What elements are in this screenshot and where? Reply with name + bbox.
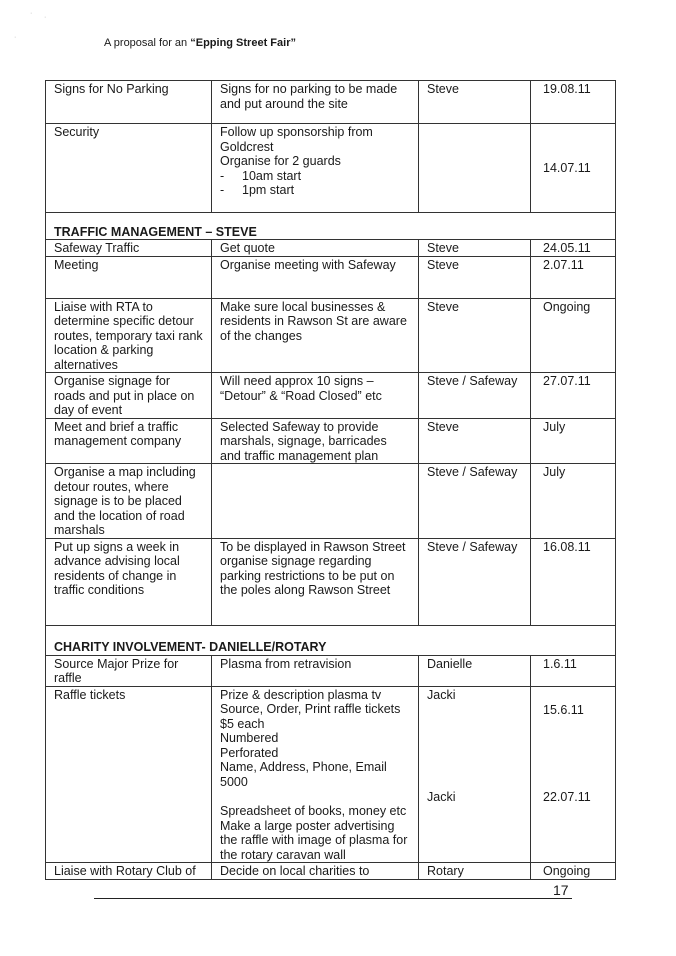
date-cell: 19.08.11 bbox=[531, 81, 616, 124]
table-row bbox=[46, 863, 616, 880]
date-cell: 24.05.11 bbox=[531, 240, 616, 257]
who-cell: Steve / Safeway bbox=[419, 373, 531, 419]
date-text: 22.07.11 bbox=[543, 790, 591, 804]
action-text: Prize & description plasma tv Source, Order, Print raffle tickets $5 each Numbered Perforated Name, Address, Phone, Email 5000 bbox=[220, 687, 401, 789]
section-heading-row bbox=[46, 625, 616, 655]
table-row bbox=[46, 538, 616, 625]
action-cell: Selected Safeway to provide marshals, signage, barricades and traffic management plan bbox=[212, 418, 419, 464]
date-cell: 2.07.11 bbox=[531, 256, 616, 298]
task-cell: Meeting bbox=[46, 256, 212, 298]
task-table bbox=[45, 80, 616, 880]
who-cell: Steve bbox=[419, 240, 531, 257]
action-cell: To be displayed in Rawson Street organise signage regarding parking restrictions to be put on the poles along Rawson Street bbox=[212, 538, 419, 625]
who-text: Jacki bbox=[427, 790, 456, 804]
action-cell: Signs for no parking to be made and put around the site bbox=[212, 81, 419, 124]
task-cell: Liaise with Rotary Club of bbox=[46, 863, 212, 880]
section-heading-row bbox=[46, 213, 616, 240]
who-cell bbox=[419, 686, 531, 863]
task-cell: Safeway Traffic bbox=[46, 240, 212, 257]
list-item-text: 10am start bbox=[242, 168, 302, 183]
who-cell: Steve bbox=[419, 81, 531, 124]
action-cell: Decide on local charities to bbox=[212, 863, 419, 880]
who-text: Jacki bbox=[427, 687, 456, 702]
action-cell bbox=[212, 686, 419, 863]
action-cell: Will need approx 10 signs – “Detour” & “Road Closed” etc bbox=[212, 373, 419, 419]
date-cell: 14.07.11 bbox=[531, 124, 616, 213]
action-text: Follow up sponsorship from Goldcrest Organise for 2 guards bbox=[220, 125, 373, 168]
action-cell: Plasma from retravision bbox=[212, 655, 419, 686]
action-cell: Make sure local businesses & residents in Rawson St are aware of the changes bbox=[212, 298, 419, 373]
action-text: Spreadsheet of books, money etc Make a large poster advertising the raffle with image of plasma for the rotary caravan wall bbox=[220, 804, 408, 862]
who-cell bbox=[419, 124, 531, 213]
table-row bbox=[46, 240, 616, 257]
task-cell: Put up signs a week in advance advising local residents of change in traffic conditions bbox=[46, 538, 212, 625]
task-cell: Meet and brief a traffic management company bbox=[46, 418, 212, 464]
date-cell: 1.6.11 bbox=[531, 655, 616, 686]
task-cell: Raffle tickets bbox=[46, 686, 212, 863]
who-cell: Steve bbox=[419, 418, 531, 464]
date-cell: 16.08.11 bbox=[531, 538, 616, 625]
who-cell: Steve bbox=[419, 298, 531, 373]
footer-rule bbox=[94, 898, 572, 899]
task-cell: Liaise with RTA to determine specific detour routes, temporary taxi rank location & parking alternatives bbox=[46, 298, 212, 373]
header-prefix: A proposal for an bbox=[104, 37, 191, 49]
table-row bbox=[46, 373, 616, 419]
date-cell: Ongoing bbox=[531, 863, 616, 880]
date-cell: July bbox=[531, 418, 616, 464]
table-row bbox=[46, 124, 616, 213]
task-cell: Organise a map including detour routes, where signage is to be placed and the location of road marshals bbox=[46, 464, 212, 539]
date-cell: Ongoing bbox=[531, 298, 616, 373]
scan-speck: · bbox=[44, 14, 47, 21]
page-number: 17 bbox=[553, 882, 569, 898]
task-cell: Signs for No Parking bbox=[46, 81, 212, 124]
date-cell: July bbox=[531, 464, 616, 539]
task-cell: Security bbox=[46, 124, 212, 213]
scan-speck: · bbox=[30, 10, 33, 17]
action-cell bbox=[212, 464, 419, 539]
action-cell: Organise meeting with Safeway bbox=[212, 256, 419, 298]
table-row bbox=[46, 686, 616, 863]
who-cell: Danielle bbox=[419, 655, 531, 686]
date-cell bbox=[531, 686, 616, 863]
date-text: 15.6.11 bbox=[543, 702, 584, 717]
table-row bbox=[46, 655, 616, 686]
page-header bbox=[104, 37, 296, 49]
who-cell: Steve / Safeway bbox=[419, 464, 531, 539]
task-cell: Organise signage for roads and put in place on day of event bbox=[46, 373, 212, 419]
who-cell: Steve bbox=[419, 256, 531, 298]
list-item: - 10am start bbox=[220, 168, 302, 183]
table-row bbox=[46, 298, 616, 373]
section-title: CHARITY INVOLVEMENT- DANIELLE/ROTARY bbox=[46, 625, 616, 655]
section-title: TRAFFIC MANAGEMENT – STEVE bbox=[46, 213, 616, 240]
table-row bbox=[46, 418, 616, 464]
list-item: - 1pm start bbox=[220, 183, 295, 197]
who-cell: Rotary bbox=[419, 863, 531, 880]
action-cell bbox=[212, 124, 419, 213]
task-cell: Source Major Prize for raffle bbox=[46, 655, 212, 686]
action-cell: Get quote bbox=[212, 240, 419, 257]
table-row bbox=[46, 256, 616, 298]
header-title: “Epping Street Fair” bbox=[190, 37, 296, 49]
list-item-text: 1pm start bbox=[242, 183, 295, 197]
table-row bbox=[46, 464, 616, 539]
scan-speck: · bbox=[14, 34, 17, 41]
date-cell: 27.07.11 bbox=[531, 373, 616, 419]
who-cell: Steve / Safeway bbox=[419, 538, 531, 625]
table-row bbox=[46, 81, 616, 124]
